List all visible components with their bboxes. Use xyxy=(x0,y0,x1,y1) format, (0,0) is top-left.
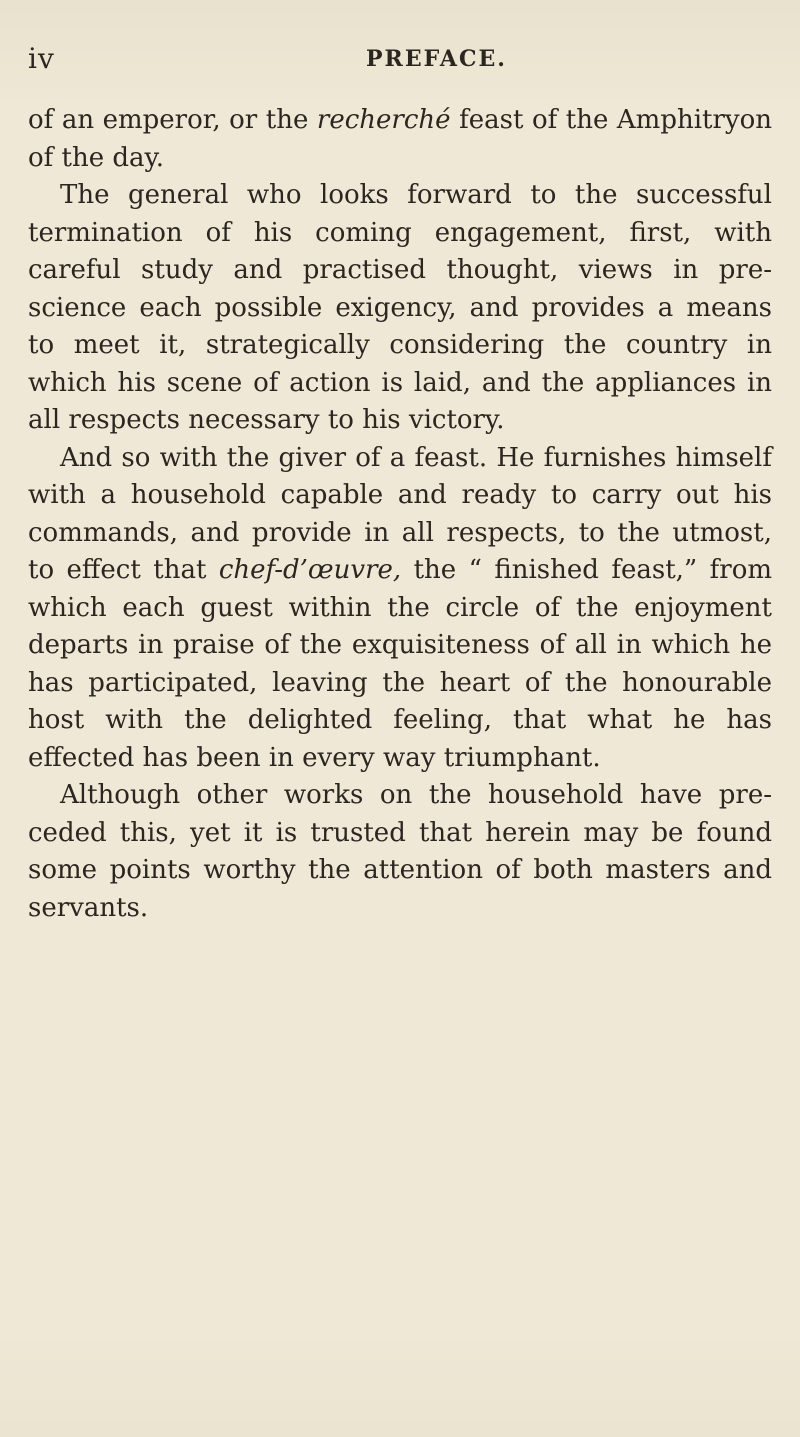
page-number: iv xyxy=(28,42,55,75)
paragraph-feast-giver: And so with the giver of a feast. He furnishes himself with a household capable and ready to carry out his commands, and provide in all respects, to the utmost, to effect that chef-d’œuvre, the “ finished feast,” from which each guest within the circle of the enjoyment departs in praise of the exquisiteness of all in which he has participated, leaving the heart of the honourable host with the delighted feeling, that what he has effected has been in every way triumphant. xyxy=(28,442,772,773)
running-head xyxy=(28,42,768,82)
paragraph-general: The general who looks forward to the successful termination of his coming engagement, first, with careful study and practised thought, views in pre-science each possible exigency, and provides a means to meet it, strategically considering the country in which his scene of action is laid, and the appliances in all respects necessary to his victory. xyxy=(28,180,772,435)
body-text xyxy=(28,102,772,927)
italic-term-recherche: recherché xyxy=(316,105,451,135)
paragraph-other-works: Although other works on the household have pre-ceded this, yet it is trusted that herein may be found some points worthy the attention of both masters and servants. xyxy=(28,780,772,923)
paragraph-continuation: of an emperor, or the recherché feast of the Amphitryon of the day. xyxy=(28,105,772,173)
italic-term-chef-doeuvre: chef-d’œuvre, xyxy=(218,555,402,585)
page-header-title: PREFACE. xyxy=(366,46,507,72)
